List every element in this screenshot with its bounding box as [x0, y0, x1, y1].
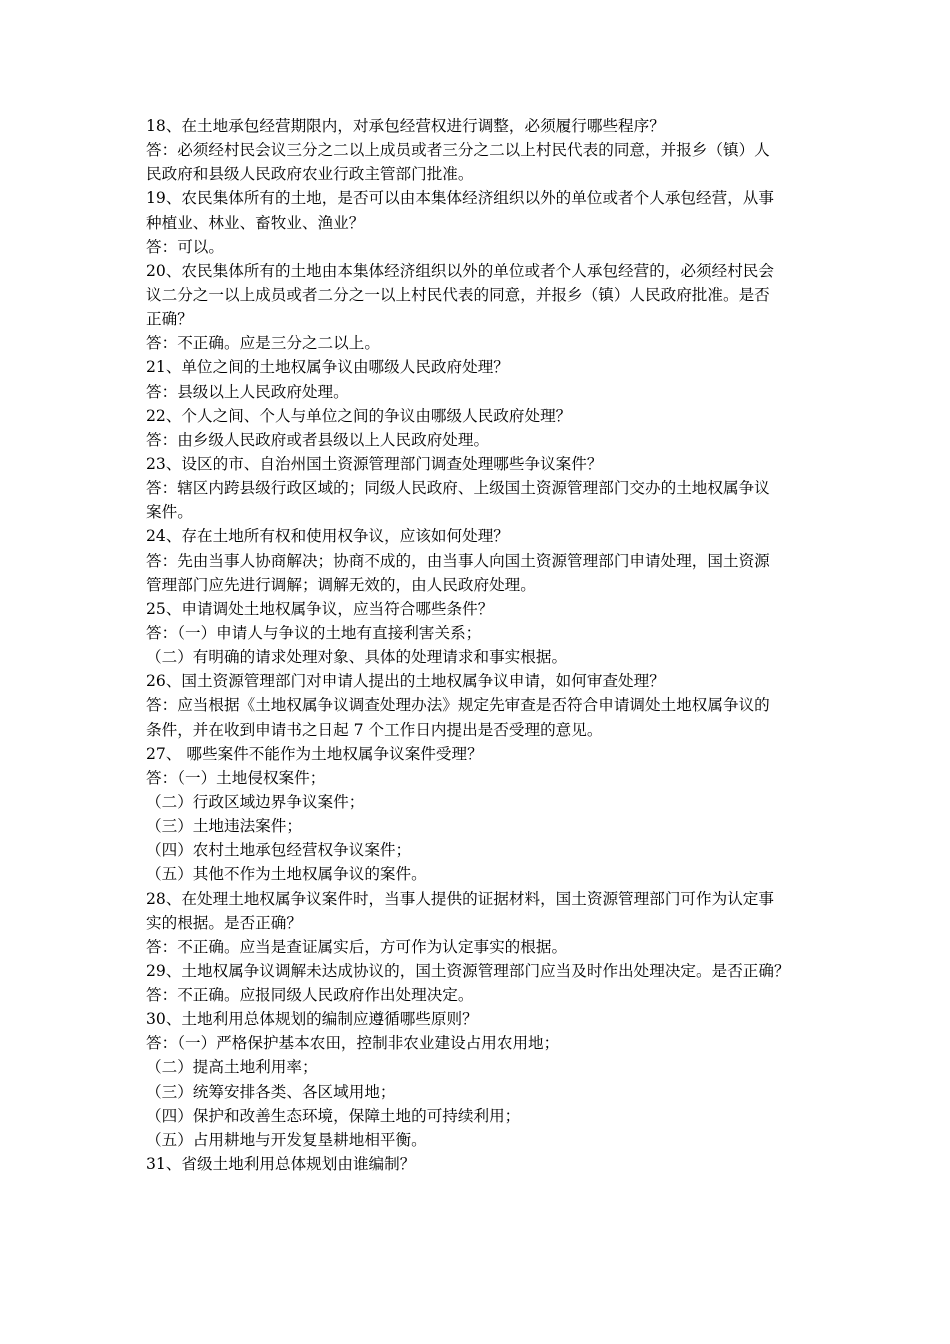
- text-line: 答：县级以上人民政府处理。: [146, 382, 349, 401]
- text-line: 答：辖区内跨县级行政区域的；同级人民政府、上级国土资源管理部门交办的土地权属争议: [146, 479, 770, 498]
- text-line: 23、设区的市、自治州国土资源管理部门调查处理哪些争议案件？: [146, 454, 603, 473]
- text-line: 24、存在土地所有权和使用权争议，应该如何处理？: [146, 527, 509, 546]
- text-line: 民政府和县级人民政府农业行政主管部门批准。: [146, 165, 474, 184]
- text-line: 18、在土地承包经营期限内，对承包经营权进行调整，必须履行哪些程序？: [146, 117, 665, 135]
- text-line: 答：不正确。应当是查证属实后，方可作为认定事实的根据。: [146, 937, 568, 956]
- text-line: 答：应当根据《土地权属争议调查处理办法》规定先审查是否符合申请调处土地权属争议的: [146, 696, 770, 715]
- text-line: 种植业、林业、畜牧业、渔业？: [146, 213, 365, 232]
- text-line: 31、省级土地利用总体规划由谁编制？: [146, 1155, 416, 1174]
- text-line: （二）有明确的请求处理对象、具体的处理请求和事实根据。: [146, 648, 568, 667]
- text-line: 案件。: [146, 503, 193, 522]
- text-line: 议二分之一以上成员或者二分之一以上村民代表的同意，并报乡（镇）人民政府批准。是否: [146, 285, 770, 304]
- text-line: （四）保护和改善生态环境，保障土地的可持续利用；: [146, 1106, 521, 1125]
- text-line: 21、单位之间的土地权属争议由哪级人民政府处理？: [146, 358, 509, 377]
- text-line: （二）行政区域边界争议案件；: [146, 792, 365, 811]
- document-body: [146, 114, 810, 1176]
- text-line: （五）其他不作为土地权属争议的案件。: [146, 865, 427, 884]
- text-line: （五）占用耕地与开发复垦耕地相平衡。: [146, 1130, 427, 1149]
- text-line: 答：（一）申请人与争议的土地有直接利害关系；: [146, 623, 482, 642]
- text-line: 30、土地利用总体规划的编制应遵循哪些原则？: [146, 1010, 478, 1029]
- text-line: 正确？: [146, 310, 193, 329]
- text-line: 答：不正确。应报同级人民政府作出处理决定。: [146, 986, 474, 1005]
- text-line: 28、在处理土地权属争议案件时，当事人提供的证据材料，国土资源管理部门可作为认定事: [146, 889, 774, 908]
- text-line: 26、国土资源管理部门对申请人提出的土地权属争议申请，如何审查处理？: [146, 672, 665, 691]
- text-line: 实的根据。是否正确？: [146, 913, 302, 932]
- text-line: 答：由乡级人民政府或者县级以上人民政府处理。: [146, 430, 490, 449]
- text-line: 29、土地权属争议调解未达成协议的，国土资源管理部门应当及时作出处理决定。是否正确？: [146, 961, 790, 980]
- text-line: （二）提高土地利用率；: [146, 1058, 318, 1077]
- text-line: 答：必须经村民会议三分之二以上成员或者三分之二以上村民代表的同意，并报乡（镇）人: [146, 141, 770, 160]
- text-line: 答：可以。: [146, 237, 224, 256]
- text-line: 答：（一）严格保护基本农田，控制非农业建设占用农用地；: [146, 1034, 560, 1053]
- text-line: 20、农民集体所有的土地由本集体经济组织以外的单位或者个人承包经营的，必须经村民会: [146, 261, 774, 280]
- text-line: 答：先由当事人协商解决；协商不成的，由当事人向国土资源管理部门申请处理，国土资源: [146, 551, 770, 570]
- text-line: 27、 哪些案件不能作为土地权属争议案件受理？: [146, 744, 483, 763]
- text-line: （三）土地违法案件；: [146, 817, 302, 836]
- text-line: 管理部门应先进行调解；调解无效的，由人民政府处理。: [146, 575, 536, 594]
- text-line: 答：不正确。应是三分之二以上。: [146, 334, 380, 353]
- text-line: 22、个人之间、个人与单位之间的争议由哪级人民政府处理？: [146, 406, 572, 425]
- text-line: （四）农村土地承包经营权争议案件；: [146, 841, 412, 860]
- text-line: （三）统筹安排各类、各区域用地；: [146, 1082, 396, 1101]
- text-line: 25、申请调处土地权属争议，应当符合哪些条件？: [146, 599, 494, 618]
- text-line: 答：（一）土地侵权案件；: [146, 768, 326, 787]
- text-line: 条件，并在收到申请书之日起 7 个工作日内提出是否受理的意见。: [146, 720, 603, 739]
- text-line: 19、农民集体所有的土地，是否可以由本集体经济组织以外的单位或者个人承包经营，从事: [146, 189, 774, 208]
